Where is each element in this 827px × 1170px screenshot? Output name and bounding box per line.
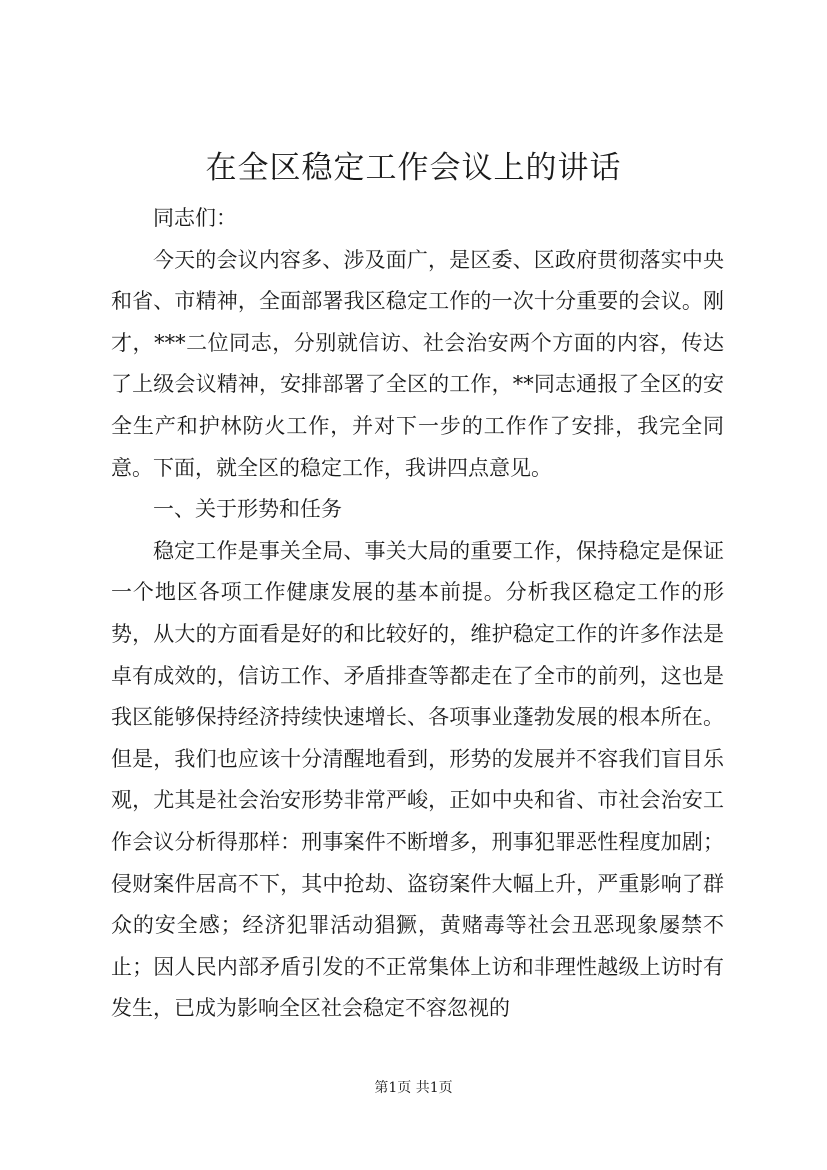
document-body <box>111 198 724 1030</box>
document-title: 在全区稳定工作会议上的讲话 <box>205 150 622 186</box>
section-heading: 一、关于形势和任务 <box>153 497 342 522</box>
greeting: 同志们： <box>153 206 237 230</box>
paragraph-intro: 今天的会议内容多、涉及面广，是区委、区政府贯彻落实中央和省、市精神，全面部署我区稳定工作的一次十分重要的会议。刚才，***二位同志，分别就信访、社会治安两个方面的内容，传达了上级会议精神，安排部署了全区的工作，**同志通报了全区的安全生产和护林防火工作，并对下一步的工作作了安排，我完全同意。下面，就全区的稳定工作，我讲四点意见。 <box>111 247 724 480</box>
page-footer: 第1页 共1页 <box>374 1080 453 1096</box>
paragraph-situation: 稳定工作是事关全局、事关大局的重要工作，保持稳定是保证一个地区各项工作健康发展的基本前提。分析我区稳定工作的形势，从大的方面看是好的和比较好的，维护稳定工作的许多作法是卓有成效的，信访工作、矛盾排查等都走在了全市的前列，这也是我区能够保持经济持续快速增长、各项事业蓬勃发展的根本所在。但是，我们也应该十分清醒地看到，形势的发展并不容我们盲目乐观，尤其是社会治安形势非常严峻，正如中央和省、市社会治安工作会议分析得那样：刑事案件不断增多，刑事犯罪恶性程度加剧；侵财案件居高不下，其中抢劫、盗窃案件大幅上升，严重影响了群众的安全感；经济犯罪活动猖獗，黄赌毒等社会丑恶现象屡禁不止；因人民内部矛盾引发的不正常集体上访和非理性越级上访时有发生，已成为影响全区社会稳定不容忽视的 <box>111 538 724 1021</box>
